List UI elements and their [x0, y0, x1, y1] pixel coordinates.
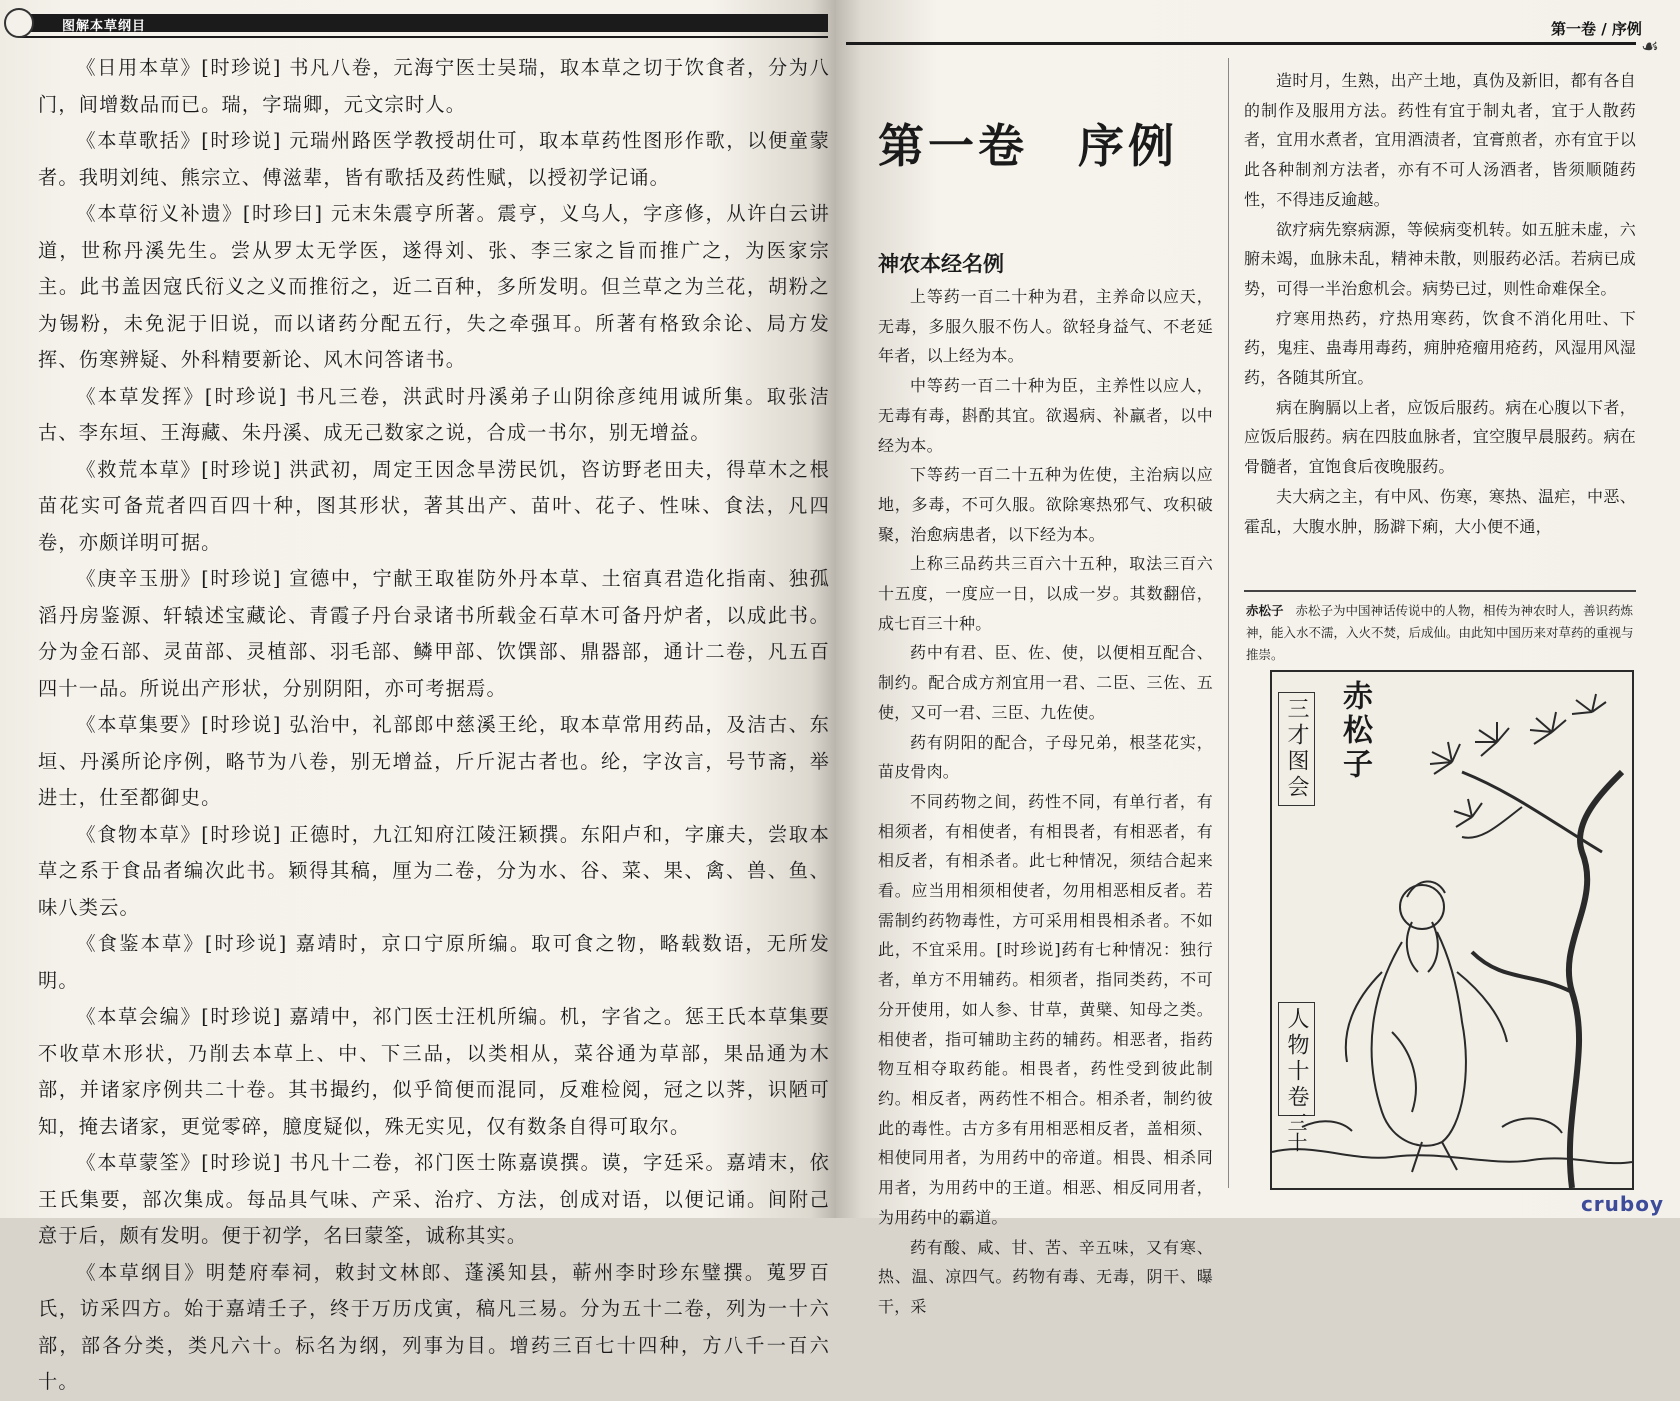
paragraph: 不同药物之间，药性不同，有单行者，有相须者，有相使者，有相畏者，有相恶者，有相反者，有相杀者。此七种情况，须结合起来看。应当用相须相使者，勿用相恶相反者。若需制约药物毒性，方可采用相畏相杀者。不如此，不宜采用。[时珍说]药有七种情况：独行者，单方不用辅药。相须者，指同类药，不可分开使用，如人参、甘草，黄檗、知母之类。相使者，指可辅助主药的辅药。相恶者，指药物互相夺取药能。相畏者，药性受到彼此制约。相反者，两药性不相合。相杀者，制约彼此的毒性。古方多有用相恶相反者，盖相须、相使同用者，为用药中的帝道。相畏、相杀同用者，为用药中的王道。相恶、相反同用者，为用药中的霸道。 [878, 791, 1213, 1227]
paragraph: 疗寒用热药，疗热用寒药，饮食不消化用吐、下药，鬼疰、蛊毒用毒药，痈肿疮瘤用疮药，风湿用风湿药，各随其所宜。 [1244, 308, 1636, 388]
ornament-icon [4, 8, 34, 38]
illustration-title: 赤松子 [1337, 680, 1372, 782]
right-running-head [836, 14, 1680, 58]
chapter-header-title: 第一卷 / 序例 [1551, 20, 1642, 38]
ornament-icon: ☙ [1641, 34, 1659, 58]
left-page [0, 0, 836, 1393]
illustration-series-label: 三才图会 [1278, 692, 1315, 806]
paragraph: 中等药一百二十种为臣，主养性以应人，无毒有毒，斟酌其宜。欲遏病、补羸者，以中经为本。 [878, 376, 1213, 455]
paragraph: 《本草纲目》明楚府奉祠，敕封文林郎、蓬溪知县，蕲州李时珍东璧撰。蒐罗百氏，访采四方。始于嘉靖壬子，终于万历戊寅，稿凡三易。分为五十二卷，列为一十六部，部各分类，类凡六十。标名为纲，列事为目。增药三百七十四种，方八千一百六十。 [38, 1260, 830, 1393]
caption-term: 赤松子 [1246, 603, 1284, 618]
left-running-head [0, 6, 836, 40]
column-divider [1228, 58, 1229, 1188]
paragraph: 药有酸、咸、甘、苦、辛五味，又有寒、热、温、凉四气。药物有毒、无毒，阴干、曝干，采 [878, 1237, 1213, 1316]
paragraph: 病在胸膈以上者，应饭后服药。病在心腹以下者，应饭后服药。病在四肢血脉者，宜空腹早晨服药。病在骨髓者，宜饱食后夜晚服药。 [1244, 397, 1636, 477]
header-rule [846, 42, 1636, 45]
paragraph: 药有阴阳的配合，子母兄弟，根茎花实，苗皮骨肉。 [878, 732, 1213, 782]
woodcut-illustration [1270, 670, 1634, 1190]
paragraph: 《本草蒙筌》[时珍说] 书凡十二卷，祁门医士陈嘉谟撰。谟，字廷采。嘉靖末，依王氏集要，部次集成。每品具气味、产采、治疗、方法，创成对语，以便记诵。间附己意于后，颇有发明。便于初学，名曰蒙筌，诚称其实。 [38, 1151, 830, 1247]
header-rule [20, 36, 828, 38]
paragraph: 药中有君、臣、佐、使，以便相互配合、制约。配合成方剂宜用一君、二臣、三佐、五使，又可一君、三臣、九佐使。 [878, 643, 1213, 722]
right-page [836, 0, 1680, 1316]
paragraph: 《本草歌括》[时珍说] 元瑞州路医学教授胡仕可，取本草药性图形作歌，以便童蒙者。我明刘纯、熊宗立、傅滋辈，皆有歌括及药性赋，以授初学记诵。 [38, 129, 830, 189]
illustration-page-number: 三十 [1284, 1112, 1308, 1152]
chapter-title: 第一卷 序例 [878, 119, 1178, 173]
section-heading: 神农本经名例 [878, 252, 1004, 276]
paragraph: 《救荒本草》[时珍说] 洪武初，周定王因念旱涝民饥，咨访野老田夫，得草木之根苗花实可备荒者四百四十种，图其形状，著其出产、苗叶、花子、性味、食法，凡四卷，亦颇详明可据。 [38, 457, 830, 554]
paragraph: 造时月，生熟，出产土地，真伪及新旧，都有各自的制作及服用方法。药性有宜于制丸者，宜于人散药者，宜用水煮者，宜用酒渍者，宜膏煎者，亦有宜于以此各种制剂方法者，亦有不可人汤酒者，皆须顺随药性，不得违反逾越。 [1244, 71, 1636, 209]
caption-rule [1244, 590, 1636, 592]
left-body-text [38, 50, 830, 1401]
paragraph: 《本草发挥》[时珍说] 书凡三卷，洪武时丹溪弟子山阴徐彦纯用诚所集。取张洁古、李东垣、王海藏、朱丹溪、成无己数家之说，合成一书尔，别无增益。 [38, 384, 830, 444]
paragraph: 《日用本草》[时珍说] 书凡八卷，元海宁医士吴瑞，取本草之切于饮食者，分为八门，间增数品而已。瑞，字瑞卿，元文宗时人。 [38, 56, 830, 116]
paragraph: 《本草衍义补遗》[时珍曰] 元末朱震亨所著。震亨，义乌人，字彦修，从许白云讲道，世称丹溪先生。尝从罗太无学医，遂得刘、张、李三家之旨而推广之，为医家宗主。此书盖因寇氏衍义之义而推衍之，近二百种，多所发明。但兰草之为兰花，胡粉之为锡粉，未免泥于旧说，而以诸药分配五行，失之牵强耳。所著有格致余论、局方发挥、伤寒辨疑、外科精要新论、风木问答诸书。 [38, 202, 830, 371]
paragraph: 《食物本草》[时珍说] 正德时，九江知府江陵汪颖撰。东阳卢和，字廉夫，尝取本草之系于食品者编次此书。颖得其稿，厘为二卷，分为水、谷、菜、果、禽、兽、鱼、味八类云。 [38, 822, 830, 919]
paragraph: 上等药一百二十种为君，主养命以应天，无毒，多服久服不伤人。欲轻身益气、不老延年者，以上经为本。 [878, 287, 1213, 366]
watermark: cruboy [1580, 1192, 1664, 1216]
book-title: 图解本草纲目 [62, 19, 147, 34]
paragraph: 下等药一百二十五种为佐使，主治病以应地，多毒，不可久服。欲除寒热邪气、攻积破聚，治愈病患者，以下经为本。 [878, 465, 1213, 544]
paragraph: 夫大病之主，有中风、伤寒，寒热、温疟，中恶、霍乱，大腹水肿，肠澼下痢，大小便不通， [1244, 486, 1636, 536]
caption-text: 赤松子为中国神话传说中的人物，相传为神农时人，善识药炼神，能入水不濡，入火不焚，后成仙。由此知中国历来对草药的重视与推崇。 [1246, 603, 1634, 662]
right-column-2 [1244, 66, 1636, 541]
paragraph: 《庚辛玉册》[时珍说] 宣德中，宁献王取崔防外丹本草、土宿真君造化指南、独孤滔丹房鉴源、轩辕述宝藏论、青霞子丹台录诸书所载金石草木可备丹炉者，以成此书。分为金石部、灵苗部、灵植部、羽毛部、鳞甲部、饮馔部、鼎器部，通计二卷，凡五百四十一品。所说出产形状，分别阴阳，亦可考据焉。 [38, 567, 830, 700]
paragraph: 上称三品药共三百六十五种，取法三百六十五度，一度应一日，以成一岁。其数翻倍，成七百三十种。 [878, 554, 1213, 633]
illustration-volume-label: 人物十卷 [1278, 1002, 1315, 1116]
illustration-caption [1246, 600, 1636, 666]
paragraph: 欲疗病先察病源，等候病变机转。如五脏未虚，六腑未竭，血脉未乱，精神未散，则服药必活。若病已成势，可得一半治愈机会。病势已过，则性命难保全。 [1244, 219, 1636, 298]
header-bar [20, 14, 828, 32]
paragraph: 《本草集要》[时珍说] 弘治中，礼部郎中慈溪王纶，取本草常用药品，及洁古、东垣、丹溪所论序例，略节为八卷，别无增益，斤斤泥古者也。纶，字汝言，号节斋，举进士，仕至都御史。 [38, 713, 830, 809]
paragraph: 《食鉴本草》[时珍说] 嘉靖时，京口宁原所编。取可食之物，略载数语，无所发明。 [38, 932, 830, 992]
paragraph: 《本草会编》[时珍说] 嘉靖中，祁门医士汪机所编。机，字省之。惩王氏本草集要不收草木形状，乃削去本草上、中、下三品，以类相从，菜谷通为草部，果品通为木部，并诸家序例共二十卷。其书撮约，似乎简便而混同，反难检阅，冠之以荠，识陋可知，掩去诸家，更觉零碎，臆度疑似，殊无实见，仅有数条自得可取尔。 [38, 1005, 830, 1138]
right-column-1 [878, 282, 1213, 1322]
woodcut-drawing [1272, 672, 1632, 1188]
